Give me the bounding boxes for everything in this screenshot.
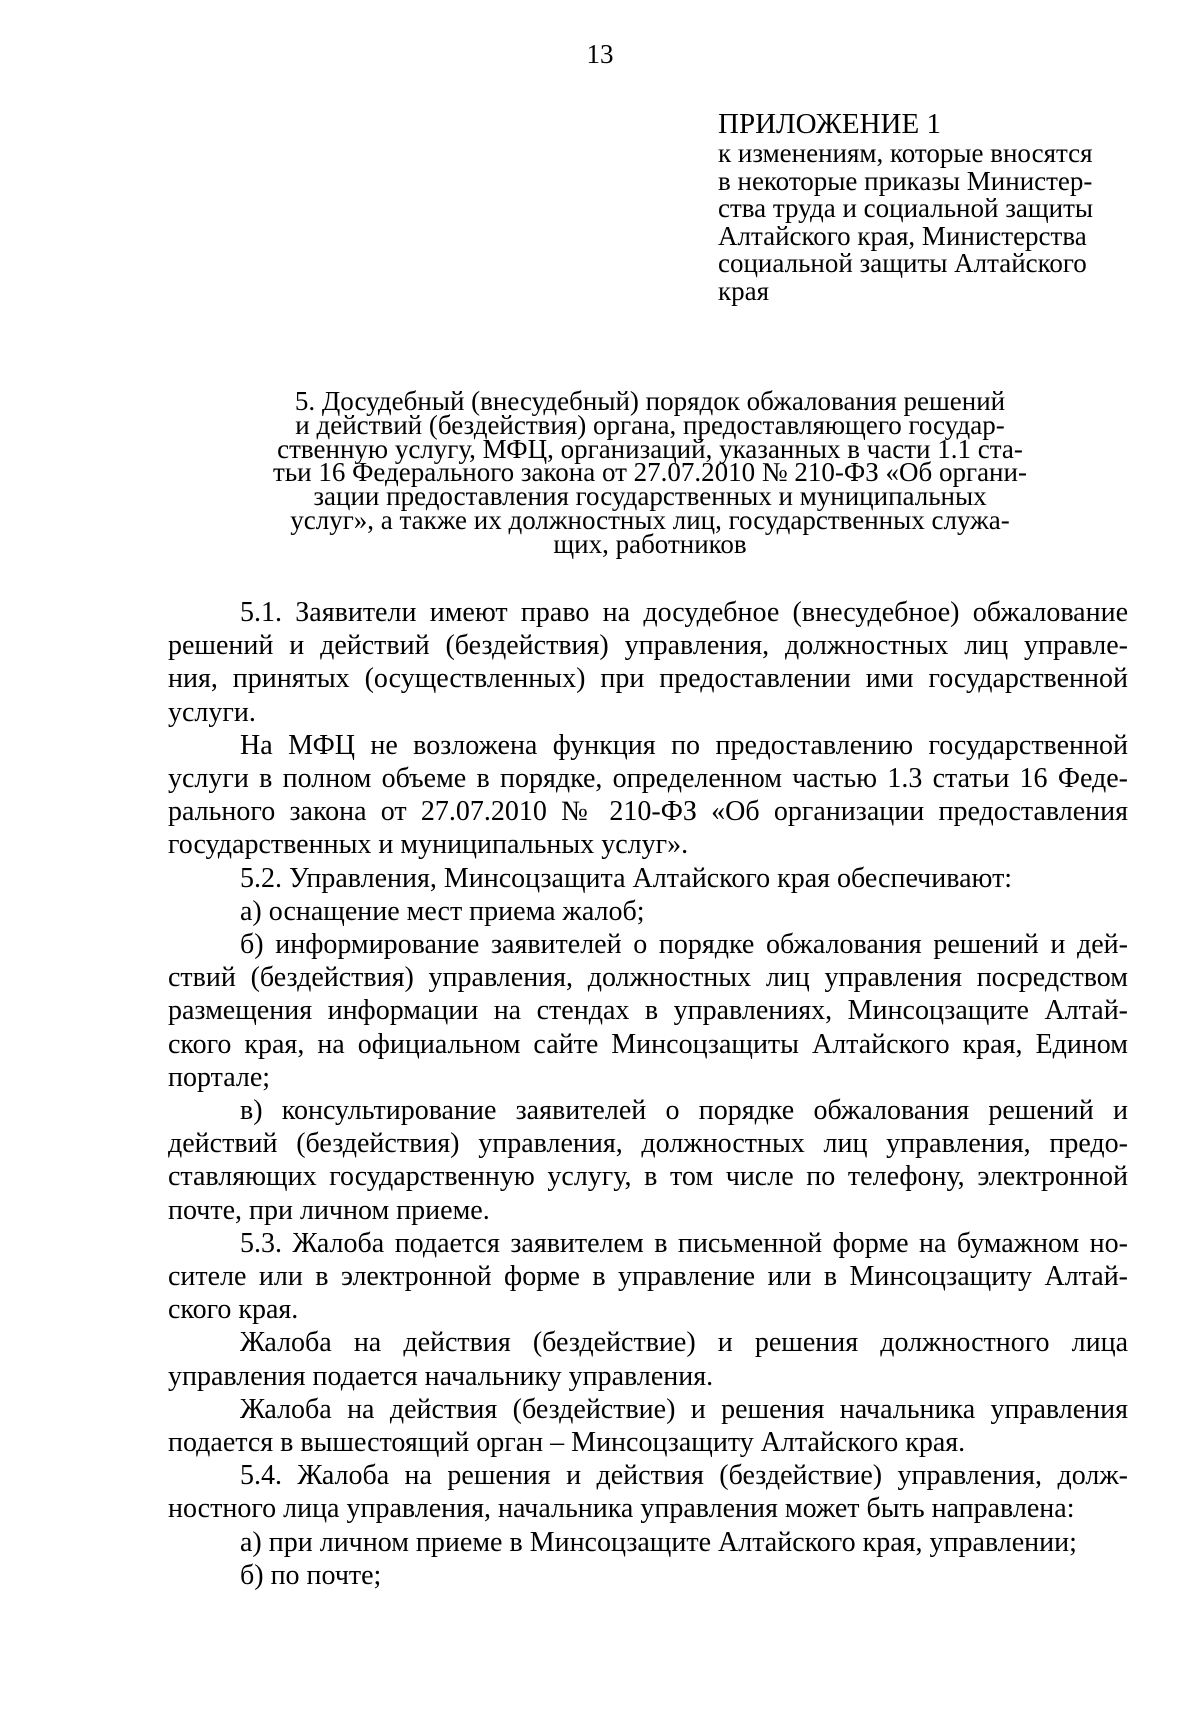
section-heading-line: услуг», а также их должностных лиц, государственных служа- <box>290 504 1010 535</box>
paragraph-line: ностного лица управления, начальника управления может быть направлена: <box>168 1493 1075 1525</box>
section-heading <box>250 386 1050 559</box>
paragraph-line: в) консультирование заявителей о порядке обжалования решений и <box>240 1095 1128 1127</box>
appendix-lines <box>718 140 1138 305</box>
paragraph <box>168 1559 1128 1592</box>
paragraph <box>168 1094 1128 1227</box>
paragraph <box>168 1326 1128 1392</box>
paragraph-line: сителе или в электронной форме в управление или в Минсоцзащиту Алтай- <box>168 1261 1128 1293</box>
paragraph-line: б) по почте; <box>240 1559 382 1591</box>
paragraph-line: действий (бездействия) управления, должностных лиц управления, предо- <box>168 1128 1128 1160</box>
paragraph-line: почте, при личном приеме. <box>168 1194 490 1226</box>
paragraph-line: размещения информации на стендах в управлениях, Минсоцзащите Алтай- <box>168 995 1128 1027</box>
paragraph-line: Жалоба на действия (бездействие) и решения должностного лица <box>240 1327 1128 1359</box>
paragraph-line: портале; <box>168 1061 271 1093</box>
paragraph <box>168 1227 1128 1327</box>
paragraph <box>168 1459 1128 1525</box>
appendix-line: к изменениям, которые вносятся <box>718 138 1093 168</box>
section-heading-line: ственную услугу, МФЦ, организаций, указанных в части 1.1 ста- <box>277 433 1023 464</box>
paragraph <box>168 895 1128 928</box>
section-heading-line: тьи 16 Федерального закона от 27.07.2010 № 210-ФЗ «Об органи- <box>273 457 1027 488</box>
section-heading-line: щих, работников <box>553 528 747 559</box>
paragraph-line: 5.1. Заявители имеют право на досудебное (внесудебное) обжалование <box>240 597 1128 628</box>
section-heading-line: и действий (бездействия) органа, предоставляющего государ- <box>295 409 1005 440</box>
paragraph-line: б) информирование заявителей о порядке обжалования решений и дей- <box>240 929 1128 961</box>
paragraph-line: рального закона от 27.07.2010 № 210-ФЗ «Об организации предоставления <box>168 796 1128 828</box>
paragraph-line: ния, принятых (осуществленных) при предоставлении ими государственной <box>168 663 1128 695</box>
paragraph-line: ставляющих государственную услугу, в том числе по телефону, электронной <box>168 1161 1128 1193</box>
paragraph <box>168 1526 1128 1559</box>
appendix-line: Алтайского края, Министерства <box>718 220 1087 251</box>
paragraph <box>168 862 1128 895</box>
paragraph-line: Жалоба на действия (бездействие) и решения начальника управления <box>240 1393 1128 1425</box>
appendix-line: в некоторые приказы Министер- <box>718 165 1093 196</box>
paragraph-line: государственных и муниципальных услуг». <box>168 829 689 861</box>
paragraph <box>168 729 1128 862</box>
paragraph-line: управления подается начальнику управления. <box>168 1360 714 1392</box>
paragraph-line: услуги в полном объеме в порядке, определенном частью 1.3 статьи 16 Феде- <box>168 763 1128 795</box>
appendix-line: социальной защиты Алтайского <box>718 248 1087 278</box>
paragraph-line: ствий (бездействия) управления, должностных лиц управления посредством <box>168 962 1128 994</box>
paragraph <box>168 928 1128 1094</box>
paragraph-line: 5.3. Жалоба подается заявителем в письменной форме на бумажном но- <box>240 1227 1128 1259</box>
appendix-line: края <box>718 275 770 306</box>
appendix-block <box>718 108 1138 305</box>
paragraph-line: подается в вышестоящий орган – Минсоцзащиту Алтайского края. <box>168 1427 966 1459</box>
paragraph-line: решений и действий (бездействия) управления, должностных лиц управле- <box>168 630 1128 662</box>
paragraph-line: 5.4. Жалоба на решения и действия (бездействие) управления, долж- <box>240 1460 1128 1492</box>
paragraph-line: а) оснащение мест приема жалоб; <box>240 895 645 927</box>
paragraph-line: На МФЦ не возложена функция по предоставлению государственной <box>240 729 1128 761</box>
paragraph <box>168 596 1128 729</box>
appendix-title: ПРИЛОЖЕНИЕ 1 <box>718 108 941 140</box>
paragraph-line: 5.2. Управления, Минсоцзащита Алтайского края обеспечивают: <box>240 862 1013 894</box>
appendix-line: ства труда и социальной защиты <box>718 193 1094 223</box>
document-body <box>168 596 1128 1592</box>
paragraph-line: услуги. <box>168 696 256 728</box>
paragraph-line: а) при личном приеме в Минсоцзащите Алтайского края, управлении; <box>240 1526 1077 1558</box>
page-number: 13 <box>586 39 614 69</box>
section-heading-line: зации предоставления государственных и муниципальных <box>313 481 987 512</box>
section-heading-line: 5. Досудебный (внесудебный) порядок обжалования решений <box>294 386 1006 416</box>
paragraph-line: ского края. <box>168 1294 299 1326</box>
paragraph-line: ского края, на официальном сайте Минсоцзащиты Алтайского края, Едином <box>168 1028 1128 1060</box>
paragraph <box>168 1393 1128 1459</box>
